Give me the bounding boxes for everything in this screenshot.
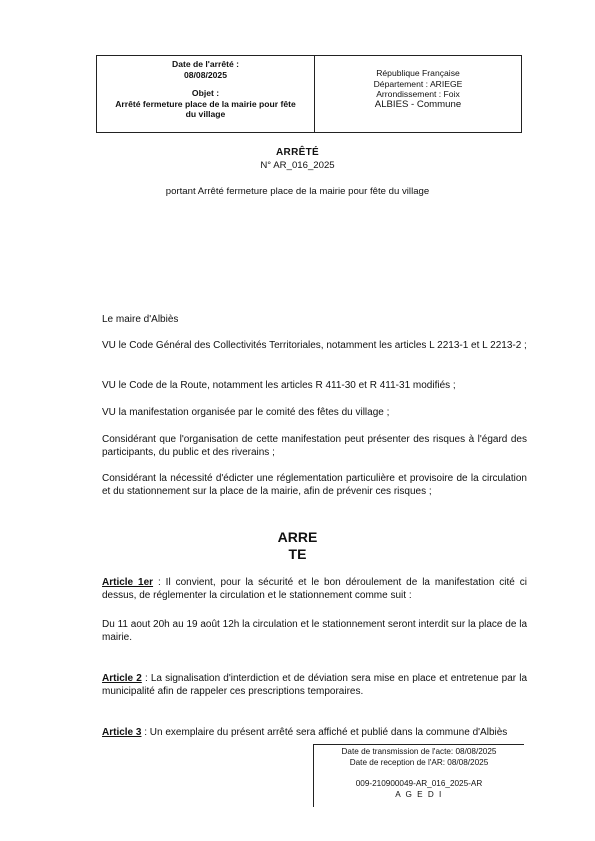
vu-paragraph-1: VU le Code Général des Collectivités Territoriales, notamment les articles L 2213-1 et L 2213-2 ;: [102, 340, 527, 351]
commune: ALBIES - Commune: [374, 98, 462, 110]
date-value: 08/08/2025: [183, 69, 227, 80]
objet-label: Objet :: [191, 88, 220, 98]
arrete-heading-line-2: TE: [288, 546, 307, 562]
transmission-stamp: [313, 744, 524, 807]
objet-line-1: Arrêté fermeture place de la mairie pour fête: [115, 98, 296, 109]
arrete-heading-line-1: ARRE: [277, 529, 318, 545]
stamp-reception-date: Date de reception de l'AR: 08/08/2025: [349, 758, 489, 767]
considerant-paragraph-1: Considérant que l'organisation de cette manifestation peut présenter des risques à l'égard des participants, du public et des riverains ;: [102, 434, 527, 458]
republique: République Française: [376, 68, 460, 78]
article-2-text: : La signalisation d'interdiction et de déviation sera mise en place et entretenue par la municipalité afin de rappeler ces prescriptions temporaires.: [102, 673, 528, 697]
departement: Département : ARIEGE: [373, 78, 463, 89]
considerant-paragraph-2: Considérant la nécessité d'édicter une réglementation particulière et provisoire de la circulation et du stationnement sur la place de la mairie, afin de prévenir ces risques ;: [102, 473, 527, 497]
document-number: N° AR_016_2025: [260, 160, 335, 171]
header-left-cell: [97, 56, 315, 132]
stamp-transmission-date: Date de transmission de l'acte: 08/08/2025: [341, 747, 497, 756]
article-1: [102, 576, 527, 602]
article-1-detail: Du 11 aout 20h au 19 août 12h la circulation et le stationnement seront interdit sur la place de la mairie.: [102, 619, 527, 643]
vu-paragraph-2: VU le Code de la Route, notamment les articles R 411-30 et R 411-31 modifiés ;: [102, 380, 456, 391]
document-heading: ARRÊTÉ: [276, 147, 319, 158]
article-1-label: Article 1er: [102, 577, 154, 588]
objet-line-2: du village: [185, 109, 226, 119]
article-3-text: : Un exemplaire du présent arrêté sera affiché et publié dans la commune d'Albiès: [141, 727, 508, 738]
article-3: [102, 726, 527, 739]
header-table: [96, 55, 522, 133]
document-subtitle: portant Arrêté fermeture place de la mairie pour fête du village: [165, 186, 430, 197]
article-2-label: Article 2: [102, 673, 142, 684]
date-label: Date de l'arrêté :: [171, 59, 239, 69]
article-3-label: Article 3: [102, 727, 142, 738]
header-right-cell: [315, 56, 521, 144]
stamp-agedi: A G E D I: [395, 790, 443, 799]
stamp-reference: 009-210900049-AR_016_2025-AR: [355, 779, 483, 788]
article-2: [102, 672, 527, 698]
arrete-heading: [0, 529, 595, 563]
maire-line: Le maire d'Albiès: [102, 314, 179, 325]
article-1-text: : Il convient, pour la sécurité et le bon déroulement de la manifestation cité ci dessus, de réglementer la circulation et le stationnement comme suit :: [102, 577, 527, 601]
vu-paragraph-3: VU la manifestation organisée par le comité des fêtes du village ;: [102, 407, 390, 418]
arrondissement: Arrondissement : Foix: [376, 89, 460, 99]
